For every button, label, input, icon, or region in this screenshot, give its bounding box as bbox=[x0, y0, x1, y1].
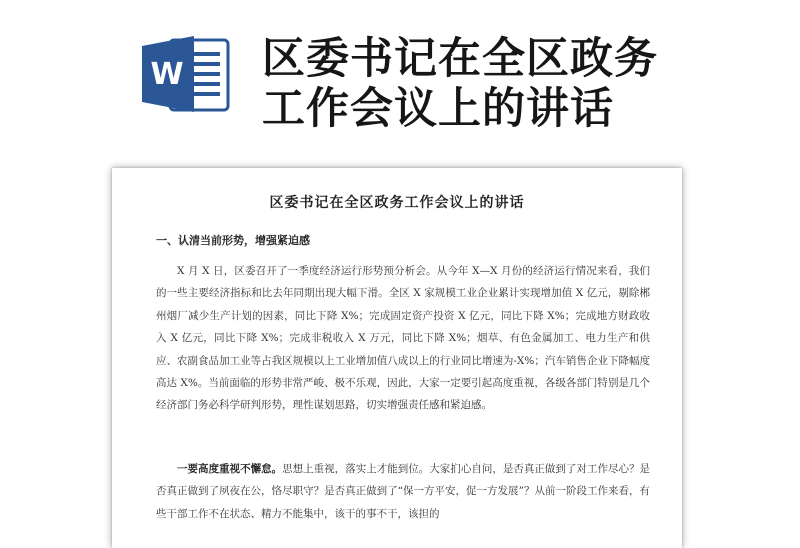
document-title: 区委书记在全区政务工作会议上的讲话 bbox=[269, 195, 525, 211]
document-page bbox=[112, 168, 682, 548]
banner-header bbox=[0, 0, 800, 160]
banner-title-line-2: 工作会议上的讲话 bbox=[262, 84, 614, 134]
body-paragraph-2 bbox=[156, 458, 650, 525]
banner-title bbox=[262, 34, 732, 134]
section-heading: 一、认清当前形势，增强紧迫感 bbox=[156, 234, 310, 247]
body-paragraph-1: X 月 X 日，区委召开了一季度经济运行形势预分析会。从今年 X—X 月份的经济运行情况来看，我们的一些主要经济指标和比去年同期出现大幅下滑。全区 X 家规模工业企业累计实现增加值 X 亿元，剔除郴州烟厂减少生产计划的因素，同比下降 X%；完成固定资产投资 X 亿元，同比下降 X%；完成地方财政收入 X 亿元，同比下降 X%；完成非税收入 X 万元，同比下降 X%；烟草、有色金属加工、电力生产和供应、农副食品加工业等占我区规模以上工业增加值八成以上的行业同比增速为-X%；汽车销售企业下降幅度高达 X%。当前面临的形势非常严峻、极不乐观，因此，大家一定要引起高度重视，各级各部门特别是几个经济部门务必科学研判形势，理性谋划思路，切实增强责任感和紧迫感。 bbox=[156, 265, 650, 412]
banner-title-line-1: 区委书记在全区政务 bbox=[262, 34, 658, 84]
word-document-icon bbox=[140, 34, 232, 114]
word-logo-letter: W bbox=[150, 57, 184, 92]
paragraph-lead: 一要高度重视不懈怠。 bbox=[177, 463, 283, 475]
paragraph-body: 思想上重视，落实上才能到位。大家扪心自问，是否真正做到了对工作尽心？是否真正做到了夙夜在公，恪尽职守？是否真正做到了“保一方平安，促一方发展”？从前一阶段工作来看，有些干部工作不在状态、精力不能集中，该干的事不干，该担的 bbox=[156, 463, 651, 520]
